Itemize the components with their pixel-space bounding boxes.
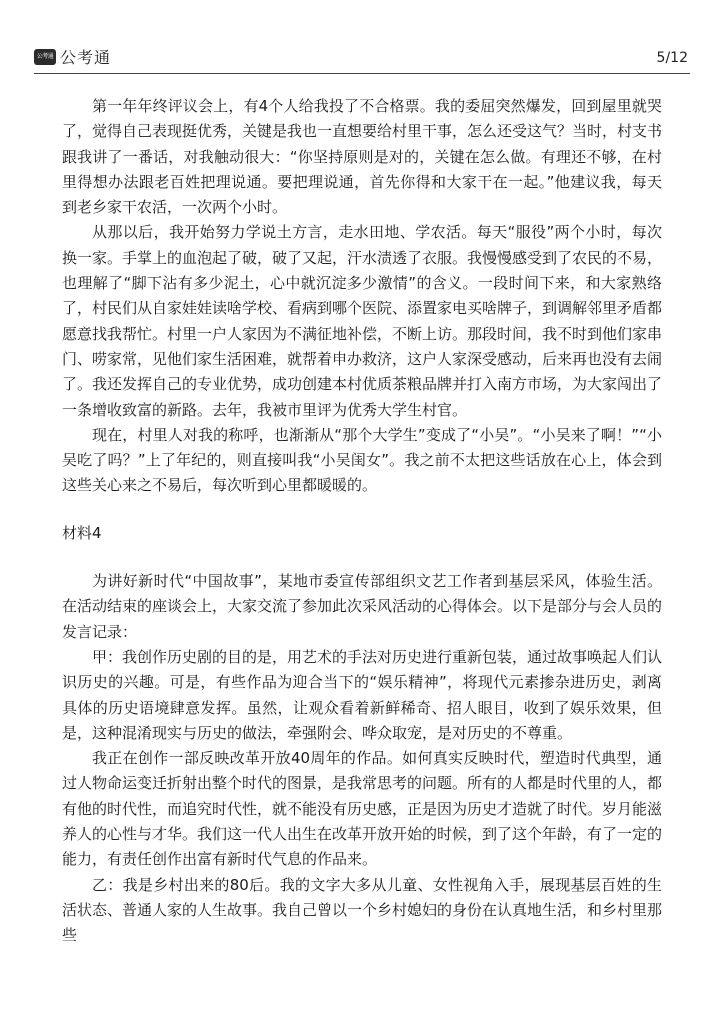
paragraph: 我正在创作一部反映改革开放40周年的作品。如何真实反映时代，塑造时代典型，通过人物命运变迁折射出整个时代的图景，是我常思考的问题。所有的人都是时代里的人，都有他的时代性，而追究时代性，就不能没有历史感，正是因为历史才造就了时代。岁月能滋养人的心性与才华。我们这一代人出生在改革开放开始的时候，到了这个年龄，有了一定的能力，有责任创作出富有新时代气息的作品来。 (62, 749, 663, 869)
page-number: 5/12 (656, 50, 688, 66)
header-divider (34, 73, 690, 74)
paragraph: 为讲好新时代“中国故事”，某地市委宣传部组织文艺工作者到基层采风，体验生活。在活动结束的座谈会上，大家交流了参加此次采风活动的心得体会。以下是部分与会人员的发言记录： (62, 572, 663, 641)
logo (34, 45, 111, 68)
logo-mark: 公考通 (34, 49, 56, 65)
paragraph: 从那以后，我开始努力学说土方言，走水田地、学农活。每天“服役”两个小时，每次换一家。手掌上的血泡起了破，破了又起，汗水渍透了衣服。我慢慢感受到了农民的不易，也理解了“脚下沾有多少泥土，心中就沉淀多少激情”的含义。一段时间下来，和大家熟络了，村民们从自家娃娃读啥学校、看病到哪个医院、添置家电买啥牌子，到调解邻里矛盾都愿意找我帮忙。村里一户人家因为不满征地补偿，不断上访。那段时间，我不时到他们家串门、唠家常，见他们家生活困难，就帮着申办救济，这户人家深受感动，后来再也没有去闹了。我还发挥自己的专业优势，成功创建本村优质茶粮品牌并打入南方市场，为大家闯出了一条增收致富的新路。去年，我被市里评为优秀大学生村官。 (62, 223, 663, 419)
section-title: 材料4 (62, 523, 102, 542)
paragraph: 甲：我创作历史剧的目的是，用艺术的手法对历史进行重新包装，通过故事唤起人们认识历史的兴趣。可是，有些作品为迎合当下的“娱乐精神”，将现代元素掺杂进历史，剥离具体的历史语境肆意发挥。虽然，让观众看着新鲜稀奇、招人眼目，收到了娱乐效果，但是，这种混淆现实与历史的做法，牵强附会、哗众取宠，是对历史的不尊重。 (62, 647, 663, 742)
logo-text: 公考通 (60, 48, 112, 67)
document-body (62, 94, 662, 949)
page-header (0, 0, 724, 74)
paragraph: 现在，村里人对我的称呼，也渐渐从“那个大学生”变成了“小吴”。“小吴来了啊！”“小吴吃了吗？”上了年纪的，则直接叫我“小吴闺女”。我之前不太把这些话放在心上，体会到这些关心来之不易后，每次听到心里都暖暖的。 (62, 425, 662, 495)
paragraph: 乙：我是乡村出来的80后。我的文字大多从儿童、女性视角入手，展现基层百姓的生活状态、普通人家的人生故事。我自己曾以一个乡村媳妇的身份在认真地生活，和乡村里那些 (62, 875, 663, 945)
paragraph: 第一年年终评议会上，有4个人给我投了不合格票。我的委屈突然爆发，回到屋里就哭了，觉得自己表现挺优秀，关键是我也一直想要给村里干事，怎么还受这气？当时，村支书跟我讲了一番话，对我触动很大：“你坚持原则是对的，关键在怎么做。有理还不够，在村里得想办法跟老百姓把理说通。要把理说通，首先你得和大家干在一起。”他建议我，每天到老乡家干农活，一次两个小时。 (62, 97, 663, 217)
